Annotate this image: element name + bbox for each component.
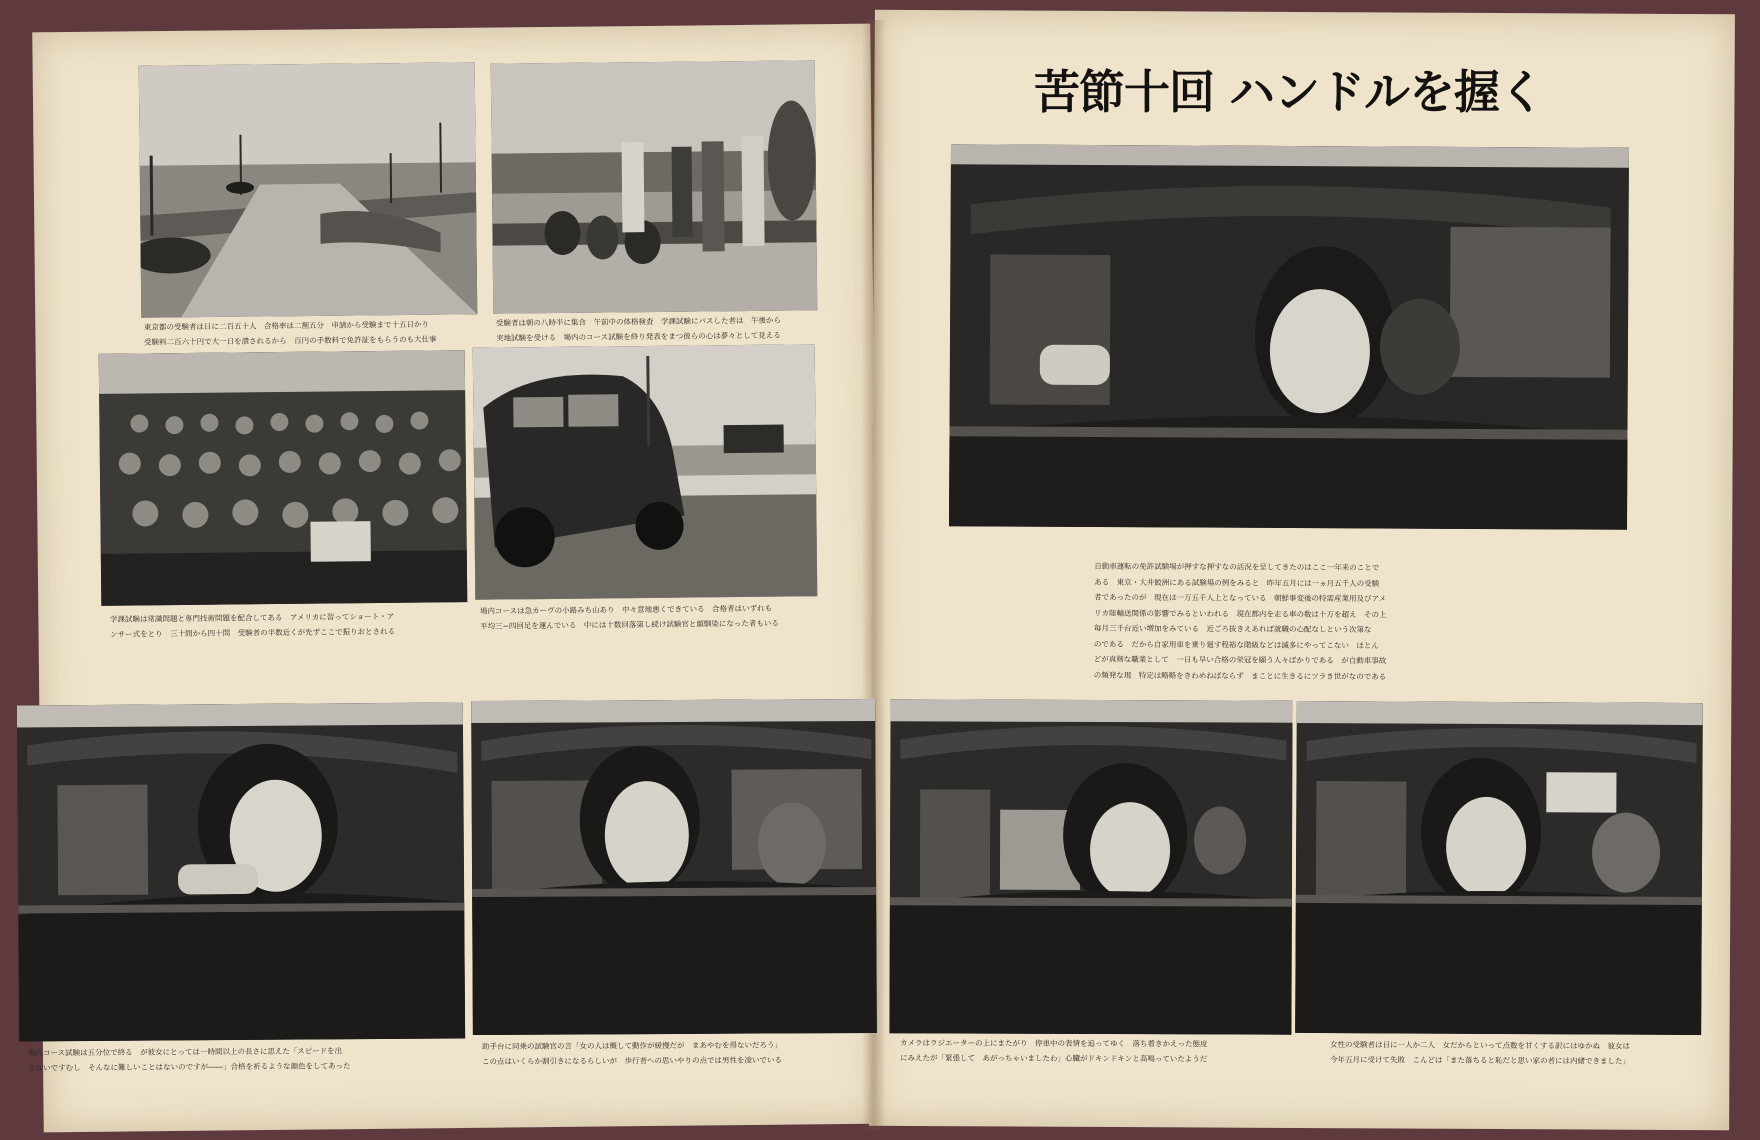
caption-photo-1: 東京都の受験者は日に二百五十人 合格率は二割五分 申請から受験まで十五日かり 受験料二百六十円で大一日を潰されるから 百円の手数料で免許証をもらうのも大仕事 xyxy=(143,319,437,347)
photo-written-exam-hall xyxy=(99,350,468,606)
caption-photo-7: カメラはラジエーターの上にまたがり 停車中の表情を追ってゆく 落ち着きかえった態度 にみえたが「緊張して あがっちゃいましたわ」心臓がドキンドキンと高鳴っていたようだ xyxy=(899,1038,1208,1064)
caption-photo-3: 学課試験は常識問題と専門技術問題を配合してある アメリカに習ってショート・ア ンサー式をとり 三十問から四十問 受験者の半数近くが先ずここで振りおとされる xyxy=(109,611,396,639)
photo-waiting-applicants xyxy=(491,60,818,313)
caption-photo-2: 受験者は朝の八時半に集合 午前中の体格検査 学課試験にパスした者は 午後から 実地試験を受ける 場内のコース試験を終り発表をまつ彼らの心は夢々として見える xyxy=(495,315,781,343)
headline: 苦節十回 ハンドルを握く xyxy=(1034,65,1545,119)
photo-driver-4 xyxy=(1295,701,1703,1035)
photo-course-car xyxy=(473,344,818,600)
caption-photo-8: 女性の受験者は日に一人か二人 女だからといって点数を甘くする訳にはゆかぬ 彼女は 今年五月に受けて失敗 こんどは「また落ちると恥だと思い家の者には内緒できました」 xyxy=(1329,1040,1631,1066)
photo-main-driver xyxy=(949,144,1629,530)
photo-test-ground-road xyxy=(139,62,478,318)
photo-driver-3 xyxy=(889,699,1292,1034)
caption-photo-6: 助手台に同乗の試験官の言「女の人は概して動作が緩慢だが まあやむを得ないだろう」 この点はいくらか割引きになるらしいが 歩行者への思いやりの点では男性を凌いでいる xyxy=(481,1040,783,1067)
caption-photo-4: 場内コースは急カーヴの小路みち山あり 中々意地悪くできている 合格者はいずれも 平均三−四回足を運んでいる 中には十数回落第し続け試験官と顔馴染になった者もいる xyxy=(479,603,779,631)
photo-driver-1 xyxy=(17,702,465,1041)
article-body: 自動車運転の免許試験場が押すな押すなの活況を呈してきたのはここ一年来のことで ある 東京・大井鮫洲にある試験場の例をみると 昨年五月には一ヵ月五千人の受験 者であったのが 現在は一万五千人上となっている 朝鮮事変後の特需産業用及びアメ リカ陸輸送関係の影響でみるといわれる 現在都内を走る車の数は十万を超え その上 毎月三千台近い増加をみている 近ごろ抜きえあれば就職の心配なしという次第な のである だから自家用車を乗り廻す程裕な階級などは滅多にやってこない ほとん どが真剣な職業として 一日も早い合格の栄冠を願う人々ばかりである が自動車事故 の頻発な現 特定は略略をきわめねばならず まことに生きるにツラき世がなのである xyxy=(1093,561,1387,681)
photo-driver-2 xyxy=(471,699,877,1035)
caption-photo-5: 場内コース試験は五分位で終る が彼女にとっては一時間以上の長さに思えた「スピードを出 さないですむし そんなに難しいことはないのですが――」合格を祈るような顔色をしてあった xyxy=(27,1046,351,1073)
